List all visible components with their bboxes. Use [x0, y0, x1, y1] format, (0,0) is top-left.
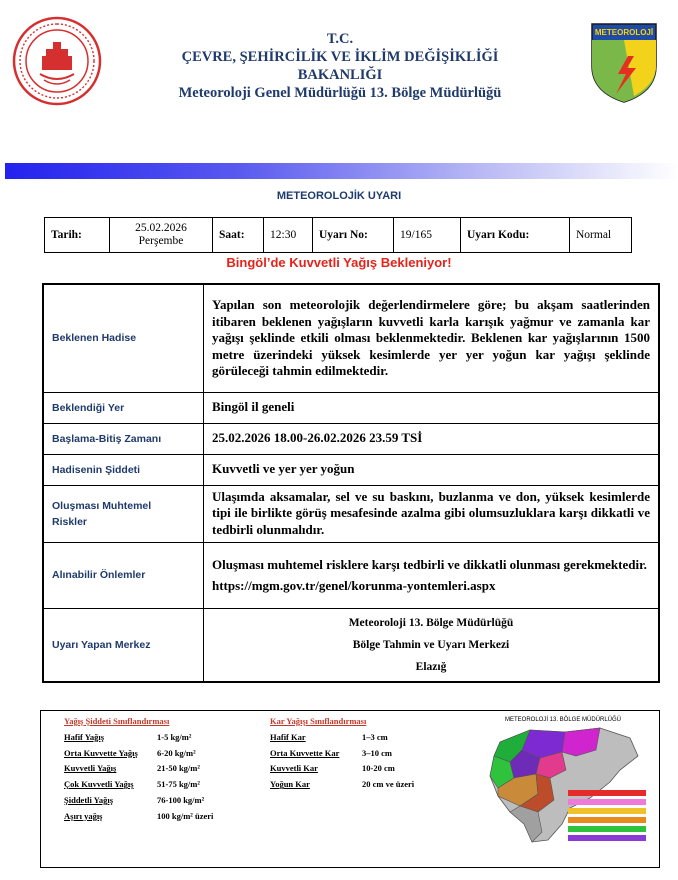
- row-location: [43, 392, 659, 423]
- header-titles: [140, 30, 540, 102]
- issuing-center-cell: [204, 608, 660, 682]
- issuing-center-label: Uyarı Yapan Merkez: [43, 608, 204, 682]
- rain-legend-row: [64, 730, 264, 746]
- rain-class-name: Şiddetli Yağış: [64, 794, 114, 805]
- severity-value: Kuvvetli ve yer yer yoğun: [204, 454, 660, 485]
- date-cell: [110, 218, 213, 253]
- rain-class-name: Kuvvetli Yağış: [64, 763, 117, 774]
- severity-label: Hadisenin Şiddeti: [43, 454, 204, 485]
- warning-code-label: Uyarı Kodu:: [461, 218, 570, 253]
- warning-code-value: Normal: [570, 218, 632, 253]
- warning-no-label: Uyarı No:: [313, 218, 394, 253]
- warning-details-table: [42, 283, 660, 683]
- issuing-center-line3: Elazığ: [415, 660, 447, 673]
- row-expected-event: [43, 284, 659, 392]
- rain-legend-row: [64, 761, 264, 777]
- rain-class-value: 1-5 kg/m²: [157, 731, 192, 742]
- header-ministry: ÇEVRE, ŞEHİRCİLİK VE İKLİM DEĞİŞİKLİĞİ: [181, 49, 499, 65]
- issuing-center-line1: Meteoroloji 13. Bölge Müdürlüğü: [348, 616, 514, 629]
- rain-class-value: 100 kg/m² üzeri: [157, 810, 214, 821]
- warning-info-row: [44, 217, 632, 253]
- snow-legend-row: [270, 761, 470, 777]
- snow-class-value: 1–3 cm: [362, 731, 388, 742]
- date-label: Tarih:: [45, 218, 110, 253]
- rain-legend-row: [64, 777, 264, 793]
- header-directorate: Meteoroloji Genel Müdürlüğü 13. Bölge Müdürlüğü: [178, 85, 502, 101]
- rain-class-name: Orta Kuvvette Yağış: [64, 747, 138, 758]
- map-title: METEOROLOJİ 13. BÖLGE MÜDÜRLÜĞÜ: [504, 717, 622, 723]
- snow-class-value: 20 cm ve üzeri: [362, 779, 415, 790]
- gradient-divider: [5, 163, 678, 179]
- day-value: Perşembe: [138, 235, 184, 247]
- snow-legend-title: Kar Yağışı Sınıflandırması: [270, 716, 367, 726]
- header-ministry-2: BAKANLIĞI: [297, 67, 383, 83]
- risks-label: [43, 485, 204, 542]
- row-time-range: [43, 423, 659, 454]
- time-range-value: 25.02.2026 18.00-26.02.2026 23.59 TSİ: [204, 423, 660, 454]
- precautions-value: Oluşması muhtemel risklere karşı tedbirli ve dikkatli olunması gerekmektedir.: [212, 557, 647, 572]
- rain-legend-title: Yağış Şiddeti Sınıflandırması: [64, 716, 170, 726]
- precautions-link[interactable]: https://mgm.gov.tr/genel/korunma-yontemleri.aspx: [212, 578, 496, 593]
- location-value: Bingöl il geneli: [204, 392, 660, 423]
- meteoroloji-logo: [588, 22, 660, 104]
- document-title: METEOROLOJİK UYARI: [276, 190, 402, 202]
- header-tc: T.C.: [326, 31, 354, 47]
- region-map: [470, 712, 656, 854]
- time-value: 12:30: [264, 218, 313, 253]
- date-value: 25.02.2026: [135, 222, 187, 234]
- expected-event-label: Beklenen Hadise: [43, 284, 204, 392]
- rain-class-value: 21-50 kg/m²: [157, 763, 200, 774]
- logo-wordmark: METEOROLOJİ: [594, 28, 654, 37]
- rain-class-name: Hafif Yağış: [64, 731, 105, 742]
- row-severity: [43, 454, 659, 485]
- snow-legend-row: [270, 746, 470, 762]
- risks-label-line1: Oluşması Muhtemel: [52, 499, 152, 512]
- risks-label-line2: Riskler: [52, 515, 88, 528]
- rain-legend-row: [64, 746, 264, 762]
- rain-class-name: Aşırı yağış: [64, 810, 103, 821]
- snow-class-name: Yoğun Kar: [270, 779, 310, 790]
- time-label: Saat:: [213, 218, 264, 253]
- rain-class-value: 51-75 kg/m²: [157, 779, 200, 790]
- expected-event-value: Yapılan son meteorolojik değerlendirmelere göre; bu akşam saatlerinden itibaren beklenen yağışların kuvvetli karla karışık yağmur ve zamanla kar yağışı şeklinde etkili olması beklenmektedir. Beklenen kar yağışlarının 1500 metre üzerindeki yüksek kesimlerde yer yer yoğun kar yağışı şeklinde görüleceği tahmin edilmektedir.: [204, 284, 660, 392]
- snow-class-name: Hafif Kar: [270, 731, 306, 742]
- rain-legend-row: [64, 793, 264, 809]
- warning-no-value: 19/165: [394, 218, 461, 253]
- warning-headline: Bingöl’de Kuvvetli Yağış Bekleniyor!: [226, 255, 452, 270]
- row-precautions: [43, 542, 659, 608]
- ministry-seal-logo: [12, 16, 102, 106]
- risks-value: Ulaşımda aksamalar, sel ve su baskını, buzlanma ve don, yüksek kesimlerde tipi ile birlikte görüş mesafesinde azalma gibi olumsuzluklara karşı dikkatli ve tedbirli olunmalıdır.: [204, 485, 660, 542]
- precautions-cell: [204, 542, 660, 608]
- snow-legend-row: [270, 730, 470, 746]
- snow-class-value: 3–10 cm: [362, 747, 392, 758]
- time-range-label: Başlama-Bitiş Zamanı: [43, 423, 204, 454]
- precautions-label: Alınabilir Önlemler: [43, 542, 204, 608]
- snow-class-name: Kuvvetli Kar: [270, 763, 318, 774]
- rain-legend-row: [64, 809, 264, 825]
- row-risks: [43, 485, 659, 542]
- snow-class-value: 10-20 cm: [362, 763, 395, 774]
- rain-legend: [64, 714, 264, 825]
- snow-class-name: Orta Kuvvette Kar: [270, 747, 340, 758]
- issuing-center-line2: Bölge Tahmin ve Uyarı Merkezi: [352, 638, 510, 651]
- snow-legend-row: [270, 777, 470, 793]
- rain-class-name: Çok Kuvvetli Yağış: [64, 779, 134, 790]
- rain-class-value: 76-100 kg/m²: [157, 794, 205, 805]
- rain-class-value: 6-20 kg/m²: [157, 747, 196, 758]
- snow-legend: [270, 714, 470, 793]
- location-label: Beklendiği Yer: [43, 392, 204, 423]
- row-issuing-center: [43, 608, 659, 682]
